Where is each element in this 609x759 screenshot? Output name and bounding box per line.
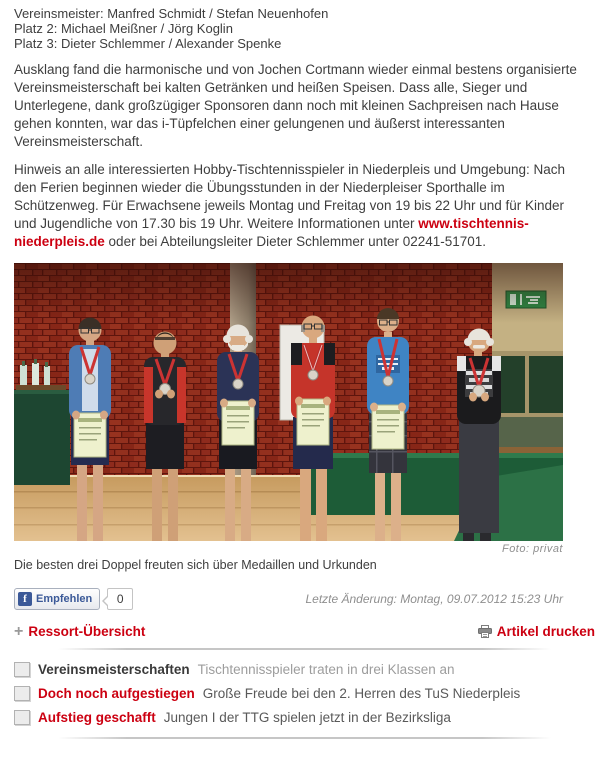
result-line-second: Platz 2: Michael Meißner / Jörg Koglin [14,21,233,36]
result-line-winner: Vereinsmeister: Manfred Schmidt / Stefan Neuenhofen [14,6,329,21]
related-article-title[interactable]: Doch noch aufgestiegen [38,685,195,701]
tischtennis-website-link[interactable]: www.tischtennis-niederpleis.de [14,216,529,249]
social-row [14,588,563,610]
printer-icon [478,625,492,638]
facebook-like-label: Empfehlen [36,593,93,605]
photo-caption: Die besten drei Doppel freuten sich über Medaillen und Urkunden [14,558,377,572]
actions-row [14,624,595,639]
divider [58,737,551,739]
related-article-title[interactable]: Vereinsmeisterschaften [38,661,190,677]
like-count-bubble: 0 [107,588,133,610]
photo-credit: Foto: privat [501,543,563,555]
paragraph-2-text-before: Hinweis an alle interessierten Hobby-Tischtennisspieler in Niederpleis und Umgebung: Nach den Ferien beginnen wieder die Übungsstunden in der Niederpleiser Sporthalle im Schützenweg. Für Erwachsene jeweils Montag und Freitag von 19 bis 22 Uhr und für Kinder und Jugendliche von 17.30 bis 19 Uhr. Weitere Informationen unter [14,162,566,231]
article-list-icon [14,710,30,725]
related-article-subtitle: Tischtennisspieler traten in drei Klassen an [197,661,455,677]
player-6 [457,329,501,542]
article-paragraph-2 [14,161,586,251]
related-article-title[interactable]: Aufstieg geschafft [38,709,156,725]
plus-icon: + [14,623,24,640]
paragraph-2-text-after: oder bei Abteilungsleiter Dieter Schlemmer unter 02241-51701. [104,234,487,249]
related-article-row[interactable] [14,657,595,681]
related-article-subtitle: Jungen I der TTG spielen jetzt in der Bezirksliga [163,709,451,725]
article-paragraph-1: Ausklang fand die harmonische und von Jochen Cortmann wieder einmal bestens organisierte Vereinsmeisterschaft bei kalten Getränken und heißen Speisen. Dass alle, Sieger und Unterlegene, dank großzügiger Sponsoren dann noch mit kleinen Sachpreisen nach Hause gehen konnten, war das i-Tüpfelchen einer gelungenen und äußerst interessanten Vereinsmeisterschaft. [14,62,577,149]
facebook-icon: f [18,592,32,606]
divider [58,648,551,650]
ressort-overview-label: Ressort-Übersicht [28,624,146,639]
ressort-overview-link[interactable] [14,624,145,639]
related-article-subtitle: Große Freude bei den 2. Herren des TuS Niederpleis [202,685,521,701]
last-modified-text: Letzte Änderung: Montag, 09.07.2012 15:23 Uhr [305,592,563,606]
print-article-link[interactable] [478,624,595,639]
facebook-like-button[interactable] [14,588,100,610]
related-article-row[interactable] [14,681,595,705]
result-line-third: Platz 3: Dieter Schlemmer / Alexander Spenke [14,36,282,51]
article-list-icon [14,662,30,677]
related-article-row[interactable] [14,705,595,729]
result-lines [14,6,595,51]
article-list-icon [14,686,30,701]
related-articles-list [14,657,595,729]
print-article-label: Artikel drucken [496,624,595,639]
article-photo [14,263,563,541]
